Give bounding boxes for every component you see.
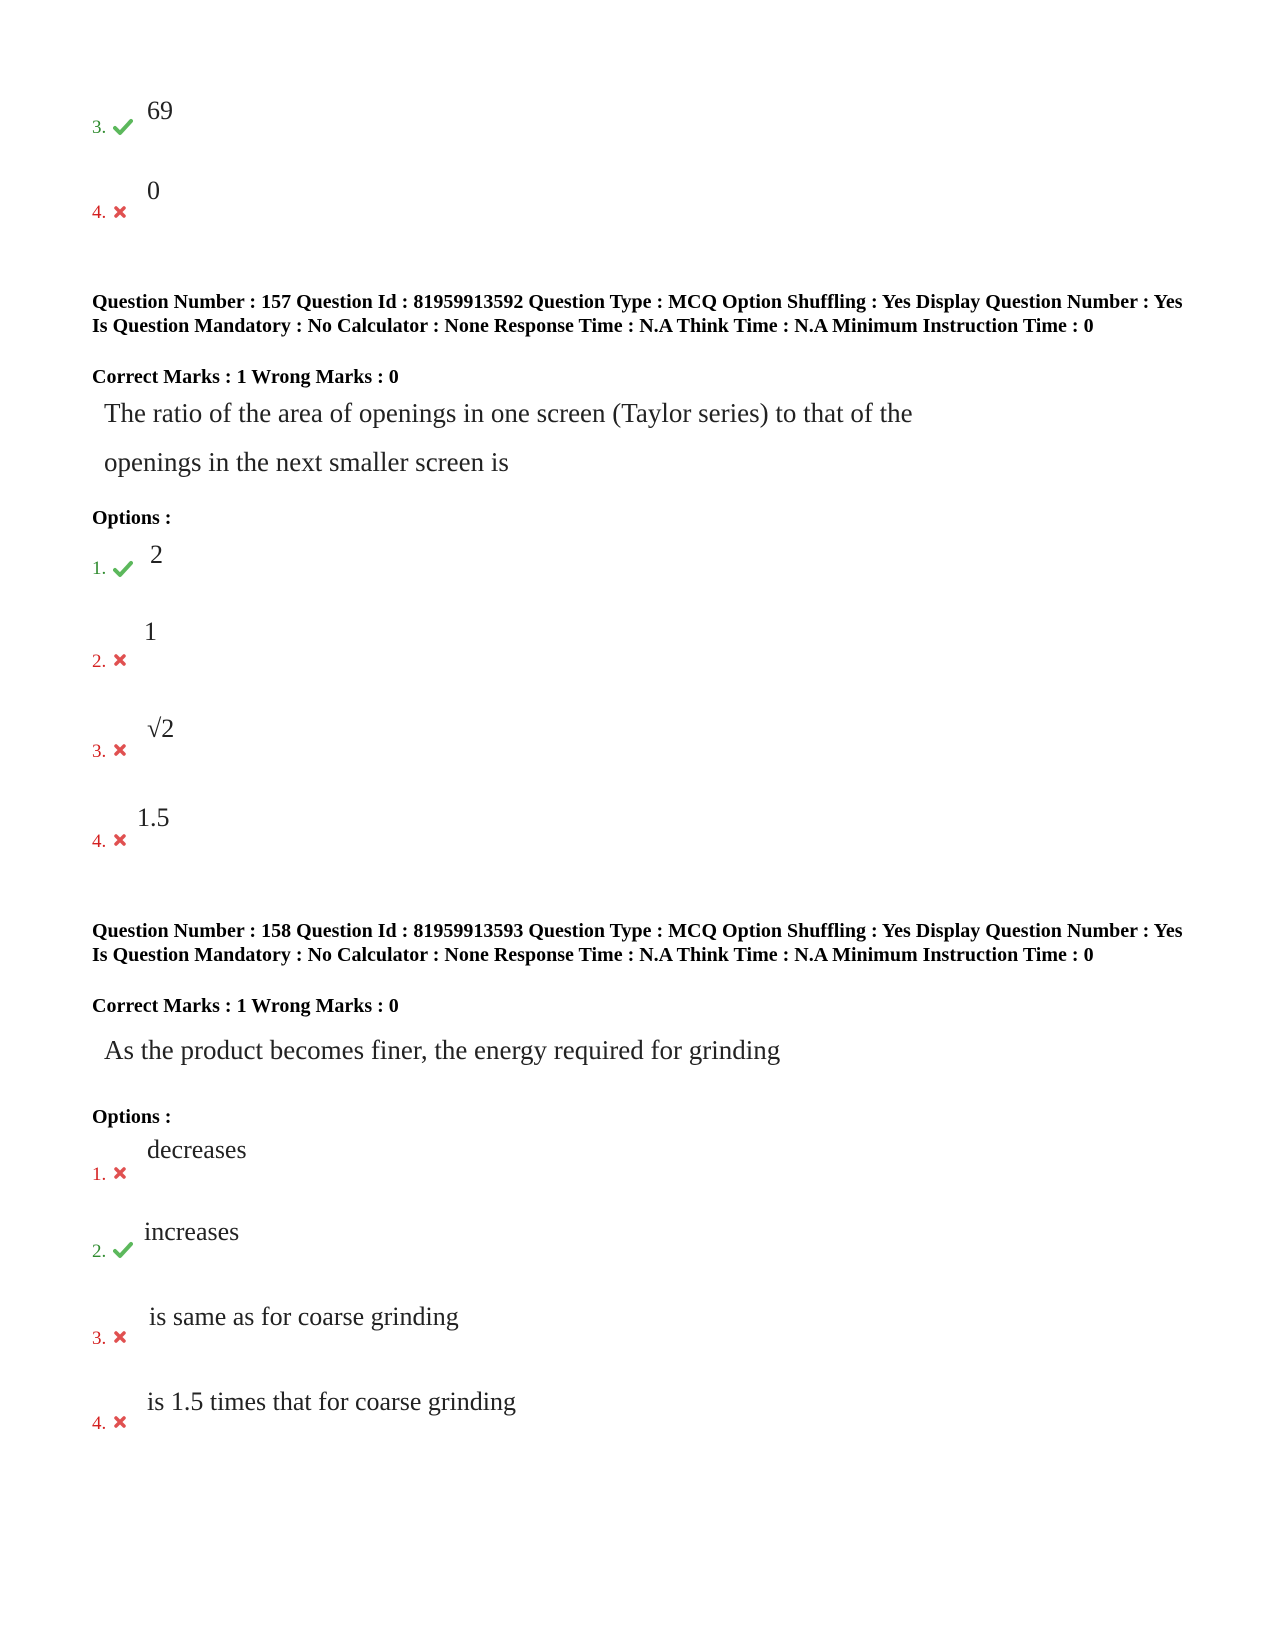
- option-text: √2: [147, 714, 175, 743]
- option-number: 3.: [92, 1328, 107, 1349]
- question-text-line: openings in the next smaller screen is: [104, 447, 509, 477]
- question-text-line: The ratio of the area of openings in one screen (Taylor series) to that of the: [104, 398, 913, 428]
- option-number: 2.: [92, 1241, 107, 1262]
- question-text-line: As the product becomes finer, the energy required for grinding: [104, 1035, 781, 1065]
- check-icon: [113, 1241, 133, 1259]
- question-marks: Correct Marks : 1 Wrong Marks : 0: [92, 995, 399, 1017]
- option-text: 1.5: [137, 803, 170, 832]
- option-text: increases: [144, 1217, 240, 1246]
- option-number: 3.: [92, 117, 107, 138]
- option-text: 1: [144, 617, 157, 646]
- option-number: 1.: [92, 1164, 107, 1185]
- option-number: 2.: [92, 651, 107, 672]
- question-meta: Question Number : 157 Question Id : 81959913592 Question Type : MCQ Option Shuffling : Yes Display Question Number : Yes Is Question Mandatory : No Calculator : None Response Time : N.A Think Time : N.A Minimum Instruction Time : 0: [92, 291, 1183, 337]
- question-marks: Correct Marks : 1 Wrong Marks : 0: [92, 366, 399, 388]
- option-number: 4.: [92, 1413, 107, 1434]
- option-text: 2: [150, 540, 163, 569]
- options-label: Options :: [92, 1106, 172, 1128]
- option-number: 1.: [92, 558, 107, 579]
- cross-icon: [113, 1166, 127, 1180]
- option-text: 69: [147, 96, 173, 125]
- option-text: 0: [147, 176, 160, 205]
- check-icon: [113, 560, 133, 578]
- option-text: decreases: [147, 1135, 247, 1164]
- cross-icon: [113, 1415, 127, 1429]
- cross-icon: [113, 653, 127, 667]
- cross-icon: [113, 743, 127, 757]
- option-text: is same as for coarse grinding: [149, 1302, 459, 1331]
- option-text: is 1.5 times that for coarse grinding: [147, 1387, 516, 1416]
- option-number: 4.: [92, 831, 107, 852]
- options-label: Options :: [92, 507, 172, 529]
- cross-icon: [113, 1330, 127, 1344]
- option-number: 4.: [92, 202, 107, 223]
- question-meta: Question Number : 158 Question Id : 81959913593 Question Type : MCQ Option Shuffling : Yes Display Question Number : Yes Is Question Mandatory : No Calculator : None Response Time : N.A Think Time : N.A Minimum Instruction Time : 0: [92, 920, 1183, 966]
- cross-icon: [113, 205, 127, 219]
- check-icon: [113, 118, 133, 136]
- option-number: 3.: [92, 741, 107, 762]
- cross-icon: [113, 833, 127, 847]
